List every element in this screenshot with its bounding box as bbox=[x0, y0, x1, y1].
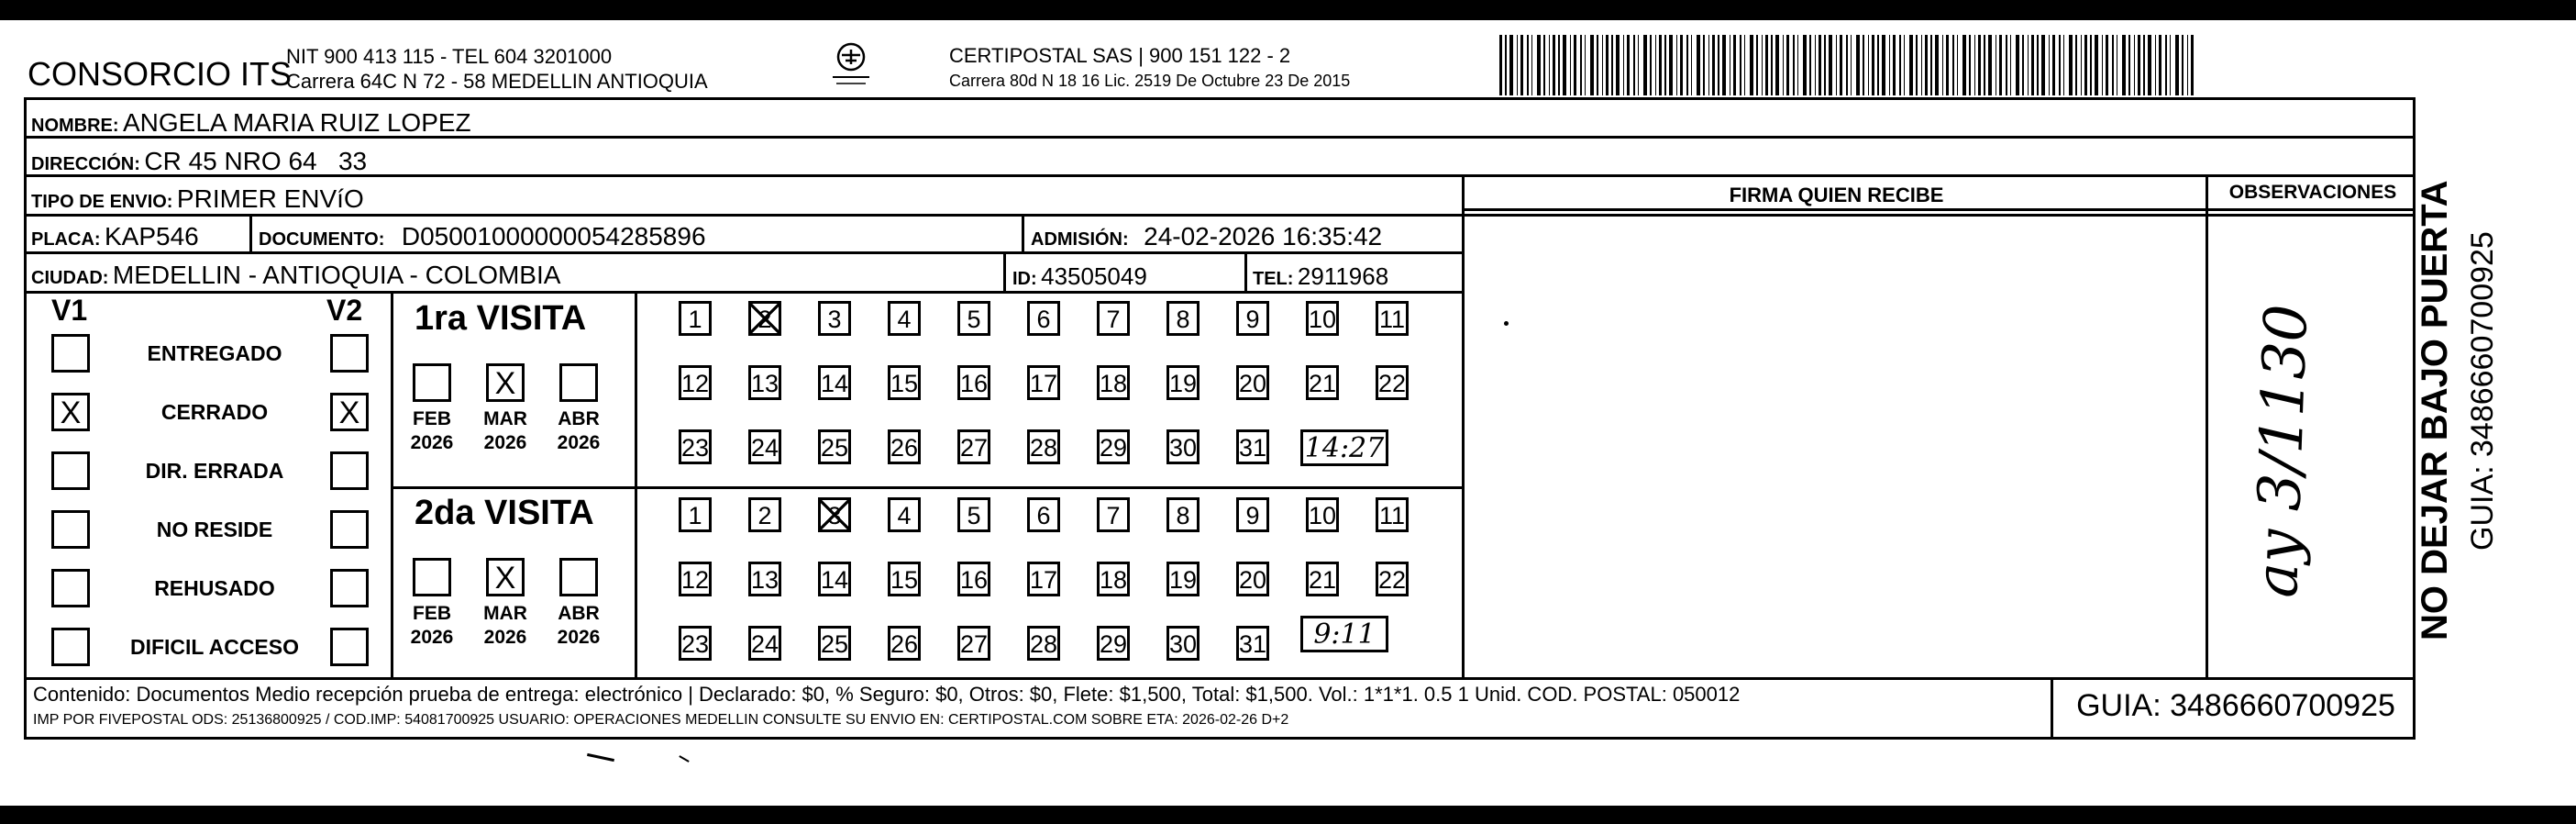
visit2-day-box[interactable]: 19 bbox=[1166, 562, 1200, 596]
visit1-day-box[interactable]: 10 bbox=[1306, 301, 1339, 336]
barcode-bar bbox=[1606, 35, 1609, 95]
barcode-bar bbox=[1969, 35, 1971, 95]
barcode-bar bbox=[2031, 35, 2034, 95]
barcode-bar bbox=[1984, 35, 1985, 95]
visit1-day-box[interactable]: 27 bbox=[957, 429, 990, 464]
status-label: CERRADO bbox=[160, 400, 269, 424]
company-name: CONSORCIO ITS bbox=[28, 55, 293, 93]
barcode-bar bbox=[1978, 35, 1981, 95]
visit1-day-box[interactable]: 8 bbox=[1166, 301, 1200, 336]
visit2-day-box[interactable]: 25 bbox=[818, 626, 851, 661]
company-nit: NIT 900 413 115 - TEL 604 3201000 bbox=[286, 45, 613, 68]
barcode-bar bbox=[1921, 35, 1922, 95]
tipo-envio-value: PRIMER ENVíO bbox=[176, 184, 364, 213]
month-year: 2026 bbox=[483, 627, 527, 648]
barcode-bar bbox=[2191, 35, 2194, 95]
visit2-day-box[interactable]: 18 bbox=[1097, 562, 1130, 596]
barcode-bar bbox=[1580, 35, 1582, 95]
documento-label: DOCUMENTO: bbox=[259, 229, 385, 250]
top-border-bar bbox=[0, 0, 2576, 20]
barcode-bar bbox=[1756, 35, 1758, 95]
visit1-month-checkbox[interactable]: X bbox=[486, 363, 525, 402]
courier-address: Carrera 80d N 18 16 Lic. 2519 De Octubre 23 De 2015 bbox=[949, 72, 1351, 90]
barcode-bar bbox=[1793, 35, 1795, 95]
barcode-bar bbox=[1942, 35, 1943, 95]
visit2-day-box[interactable]: 1 bbox=[679, 497, 712, 532]
barcode-bar bbox=[2069, 35, 2073, 95]
firma-header: FIRMA QUIEN RECIBE bbox=[1729, 184, 1944, 206]
month-year: 2026 bbox=[410, 627, 454, 648]
visit2-day-box[interactable]: 2 bbox=[748, 497, 781, 532]
visit1-day-box[interactable]: 3 bbox=[818, 301, 851, 336]
certipostal-logo bbox=[814, 40, 888, 95]
barcode-bar bbox=[1517, 35, 1518, 95]
barcode-bar bbox=[1638, 35, 1639, 95]
barcode-bar bbox=[1740, 35, 1741, 95]
barcode-bar bbox=[1916, 35, 1918, 95]
visit1-day-box[interactable]: 20 bbox=[1236, 365, 1269, 400]
barcode-bar bbox=[2063, 35, 2064, 95]
barcode-bar bbox=[2175, 35, 2179, 95]
visit1-day-box[interactable]: 29 bbox=[1097, 429, 1130, 464]
barcode-bar bbox=[2170, 35, 2171, 95]
status-v2-checkbox[interactable] bbox=[330, 451, 369, 490]
status-v1-checkbox[interactable] bbox=[51, 451, 90, 490]
visit2-month-label bbox=[473, 602, 537, 650]
visit1-day-box[interactable]: 16 bbox=[957, 365, 990, 400]
barcode-bar bbox=[2075, 35, 2077, 95]
barcode-bar bbox=[1952, 35, 1954, 95]
visit2-day-box[interactable]: 7 bbox=[1097, 497, 1130, 532]
barcode-bar bbox=[1520, 35, 1523, 95]
barcode-bar bbox=[1829, 35, 1832, 95]
admision-label: ADMISIÓN: bbox=[1031, 229, 1129, 250]
visit2-day-box[interactable]: 10 bbox=[1306, 497, 1339, 532]
barcode-bar bbox=[1643, 35, 1647, 95]
barcode-bar bbox=[2095, 35, 2098, 95]
barcode-bar bbox=[1655, 35, 1656, 95]
barcode-bar bbox=[1623, 35, 1624, 95]
visit2-month-label bbox=[547, 602, 611, 650]
barcode-bar bbox=[1882, 35, 1885, 95]
barcode-bar bbox=[1771, 35, 1773, 95]
status-v1-checkbox[interactable] bbox=[51, 628, 90, 666]
admision-value: 24-02-2026 16:35:42 bbox=[1144, 222, 1383, 251]
placa-value: KAP546 bbox=[105, 222, 199, 251]
barcode-bar bbox=[1611, 35, 1613, 95]
visit2-day-box[interactable]: 22 bbox=[1376, 562, 1409, 596]
barcode-bar bbox=[1863, 35, 1864, 95]
visit1-month-label bbox=[547, 407, 611, 455]
visit1-day-box[interactable]: 5 bbox=[957, 301, 990, 336]
barcode-bar bbox=[1708, 35, 1709, 95]
barcode-bar bbox=[1836, 35, 1837, 95]
visit1-day-box[interactable]: 17 bbox=[1027, 365, 1060, 400]
barcode-bar bbox=[1762, 35, 1763, 95]
barcode-bar bbox=[1819, 35, 1821, 95]
barcode-bar bbox=[1962, 35, 1966, 95]
company-contact bbox=[286, 44, 708, 94]
visit1-month-label bbox=[473, 407, 537, 455]
barcode-bar bbox=[1697, 35, 1700, 95]
barcode-bar bbox=[2016, 35, 2019, 95]
barcode-bar bbox=[1549, 35, 1550, 95]
guia-box: GUIA: 3486660700925 bbox=[2076, 688, 2395, 723]
barcode-bar bbox=[2041, 35, 2045, 95]
visit2-day-box[interactable]: 4 bbox=[888, 497, 921, 532]
barcode-bar bbox=[1676, 35, 1677, 95]
barcode-bar bbox=[1669, 35, 1673, 95]
barcode-bar bbox=[2165, 35, 2167, 95]
visit1-day-box[interactable]: 15 bbox=[888, 365, 921, 400]
barcode-bar bbox=[1783, 35, 1784, 95]
barcode-bar bbox=[2059, 35, 2061, 95]
visit2-month-checkbox[interactable]: X bbox=[486, 558, 525, 596]
visit1-day-box[interactable]: 19 bbox=[1166, 365, 1200, 400]
barcode-bar bbox=[2155, 35, 2156, 95]
barcode-bar bbox=[2128, 35, 2130, 95]
status-v2-checkbox[interactable] bbox=[330, 628, 369, 666]
barcode-bar bbox=[2037, 35, 2039, 95]
visit2-day-box[interactable]: 15 bbox=[888, 562, 921, 596]
visit1-day-box[interactable]: 25 bbox=[818, 429, 851, 464]
visit1-day-box[interactable]: 4 bbox=[888, 301, 921, 336]
barcode-bar bbox=[1616, 35, 1620, 95]
documento-field bbox=[259, 222, 706, 251]
visit2-day-box[interactable]: 3 bbox=[818, 497, 851, 532]
id-label: ID: bbox=[1012, 269, 1037, 289]
barcode-bar bbox=[1597, 35, 1598, 95]
visit2-day-box[interactable]: 24 bbox=[748, 626, 781, 661]
visit2-day-box[interactable]: 26 bbox=[888, 626, 921, 661]
stray-mark bbox=[587, 753, 614, 762]
status-label: DIFICIL ACCESO bbox=[129, 635, 299, 659]
ciudad-label: CIUDAD: bbox=[31, 268, 109, 288]
barcode-bar bbox=[1574, 35, 1576, 95]
barcode-bar bbox=[2022, 35, 2024, 95]
barcode-bar bbox=[1840, 35, 1842, 95]
barcode-bar bbox=[1509, 35, 1513, 95]
barcode-bar bbox=[2102, 35, 2103, 95]
visit1-day-box[interactable]: 7 bbox=[1097, 301, 1130, 336]
barcode-bar bbox=[2006, 35, 2007, 95]
barcode-bar bbox=[1851, 35, 1852, 95]
status-v1-checkbox[interactable]: X bbox=[51, 393, 90, 431]
month-year: 2026 bbox=[483, 432, 527, 453]
visit1-day-box[interactable]: 11 bbox=[1376, 301, 1409, 336]
visit1-day-box[interactable]: 12 bbox=[679, 365, 712, 400]
barcode-bar bbox=[1691, 35, 1692, 95]
barcode-bar bbox=[1797, 35, 1798, 95]
signature-dot bbox=[1504, 321, 1509, 326]
barcode-bar bbox=[1499, 35, 1502, 95]
barcode-bar bbox=[1872, 35, 1874, 95]
month-name: MAR bbox=[483, 603, 527, 624]
barcode-bar bbox=[1803, 35, 1807, 95]
barcode-bar bbox=[1664, 35, 1666, 95]
barcode-bar bbox=[1718, 35, 1719, 95]
company-address: Carrera 64C N 72 - 58 MEDELLIN ANTIOQUIA bbox=[286, 70, 708, 93]
side-guia: GUIA: 3486660700925 bbox=[2465, 231, 2500, 551]
month-year: 2026 bbox=[557, 627, 601, 648]
barcode-bar bbox=[2148, 35, 2151, 95]
barcode-bar bbox=[1988, 35, 1992, 95]
direccion-label: DIRECCIÓN: bbox=[31, 154, 140, 174]
visit1-day-box[interactable]: 18 bbox=[1097, 365, 1130, 400]
placa-label: PLACA: bbox=[31, 229, 101, 250]
barcode-bar bbox=[1957, 35, 1958, 95]
visit2-month-checkbox[interactable] bbox=[413, 558, 451, 596]
barcode-bar bbox=[1563, 35, 1566, 95]
visit2-day-box[interactable]: 17 bbox=[1027, 562, 1060, 596]
barcode-bar bbox=[1925, 35, 1928, 95]
tipo-envio-row bbox=[31, 184, 364, 214]
bottom-border-bar bbox=[0, 806, 2576, 824]
visit2-day-box[interactable]: 23 bbox=[679, 626, 712, 661]
barcode-bar bbox=[1537, 35, 1541, 95]
visit1-day-box[interactable]: 22 bbox=[1376, 365, 1409, 400]
barcode-bar bbox=[2052, 35, 2055, 95]
barcode-bar bbox=[1930, 35, 1932, 95]
tracking-barcode bbox=[1499, 35, 2196, 95]
v2-label: V2 bbox=[326, 294, 363, 327]
visit1-day-box[interactable]: 23 bbox=[679, 429, 712, 464]
barcode-bar bbox=[1893, 35, 1896, 95]
visit1-time-box: 14:27 bbox=[1300, 429, 1388, 466]
visit2-day-box[interactable]: 31 bbox=[1236, 626, 1269, 661]
status-label: DIR. ERRADA bbox=[145, 459, 284, 483]
admision-field bbox=[1031, 222, 1382, 251]
status-v2-checkbox[interactable] bbox=[330, 510, 369, 549]
barcode-bar bbox=[2143, 35, 2145, 95]
barcode-bar bbox=[1585, 35, 1586, 95]
visit2-time-box: 9:11 bbox=[1300, 616, 1388, 652]
month-name: ABR bbox=[558, 603, 600, 624]
visit2-title: 2da VISITA bbox=[415, 494, 594, 532]
status-v1-checkbox[interactable] bbox=[51, 569, 90, 607]
ciudad-field bbox=[31, 261, 560, 290]
nombre-row bbox=[31, 108, 471, 138]
barcode-bar bbox=[1786, 35, 1789, 95]
barcode-bar bbox=[2122, 35, 2126, 95]
side-notice: NO DEJAR BAJO PUERTA bbox=[2415, 180, 2455, 640]
barcode-bar bbox=[1602, 35, 1603, 95]
observaciones-header: OBSERVACIONES bbox=[2228, 182, 2397, 203]
stray-mark bbox=[679, 755, 689, 763]
barcode-bar bbox=[1505, 35, 1507, 95]
visit1-day-box[interactable]: 6 bbox=[1027, 301, 1060, 336]
barcode-bar bbox=[2182, 35, 2184, 95]
footer-print-line: IMP POR FIVEPOSTAL ODS: 25136800925 / COD.IMP: 54081700925 USUARIO: OPERACIONES MEDELLIN CONSULTE SU ENVIO EN: CERTIPOSTAL.COM SOBRE ETA: 2026-02-26 D+2 bbox=[33, 712, 1289, 728]
id-value: 43505049 bbox=[1041, 262, 1147, 290]
visit2-day-box[interactable]: 12 bbox=[679, 562, 712, 596]
nombre-value: ANGELA MARIA RUIZ LOPEZ bbox=[123, 108, 471, 137]
barcode-bar bbox=[1680, 35, 1683, 95]
visit1-month-label bbox=[400, 407, 464, 455]
visit2-day-box[interactable]: 21 bbox=[1306, 562, 1339, 596]
direccion-row bbox=[31, 147, 367, 176]
tel-field bbox=[1253, 262, 1388, 291]
tel-label: TEL: bbox=[1253, 269, 1294, 289]
status-v1-checkbox[interactable] bbox=[51, 334, 90, 373]
month-name: FEB bbox=[413, 408, 451, 429]
barcode-bar bbox=[1935, 35, 1939, 95]
barcode-bar bbox=[2049, 35, 2050, 95]
month-name: ABR bbox=[558, 408, 600, 429]
visit1-day-box[interactable]: 24 bbox=[748, 429, 781, 464]
barcode-bar bbox=[1712, 35, 1715, 95]
barcode-bar bbox=[1686, 35, 1688, 95]
status-label: ENTREGADO bbox=[147, 341, 282, 365]
documento-value: D05001000000054285896 bbox=[401, 222, 706, 251]
barcode-bar bbox=[2081, 35, 2082, 95]
visit1-day-box[interactable]: 21 bbox=[1306, 365, 1339, 400]
id-field bbox=[1012, 262, 1147, 291]
barcode-bar bbox=[1877, 35, 1879, 95]
barcode-bar bbox=[2106, 35, 2108, 95]
status-v2-checkbox[interactable] bbox=[330, 334, 369, 373]
visit1-title: 1ra VISITA bbox=[415, 299, 587, 338]
month-year: 2026 bbox=[557, 432, 601, 453]
barcode-bar bbox=[1904, 35, 1905, 95]
barcode-bar bbox=[1659, 35, 1662, 95]
visit2-day-box[interactable]: 8 bbox=[1166, 497, 1200, 532]
barcode-bar bbox=[2159, 35, 2161, 95]
month-year: 2026 bbox=[410, 432, 454, 453]
status-v2-checkbox[interactable]: X bbox=[330, 393, 369, 431]
visit1-day-box[interactable]: 9 bbox=[1236, 301, 1269, 336]
visit1-day-box[interactable]: 31 bbox=[1236, 429, 1269, 464]
v1-label: V1 bbox=[51, 294, 88, 327]
visit2-day-box[interactable]: 16 bbox=[957, 562, 990, 596]
visit1-day-box[interactable]: 1 bbox=[679, 301, 712, 336]
visit2-day-box[interactable]: 29 bbox=[1097, 626, 1130, 661]
barcode-bar bbox=[2010, 35, 2011, 95]
barcode-bar bbox=[1590, 35, 1594, 95]
status-label: REHUSADO bbox=[154, 576, 275, 600]
barcode-bar bbox=[2134, 35, 2135, 95]
visit2-day-box[interactable]: 9 bbox=[1236, 497, 1269, 532]
visit2-day-box[interactable]: 6 bbox=[1027, 497, 1060, 532]
barcode-bar bbox=[1946, 35, 1949, 95]
tipo-envio-label: TIPO DE ENVIO: bbox=[31, 192, 173, 212]
barcode-bar bbox=[1527, 35, 1529, 95]
barcode-bar bbox=[1744, 35, 1745, 95]
barcode-bar bbox=[1974, 35, 1975, 95]
barcode-bar bbox=[1633, 35, 1635, 95]
barcode-bar bbox=[1824, 35, 1826, 95]
barcode-bar bbox=[1558, 35, 1560, 95]
status-v1-checkbox[interactable] bbox=[51, 510, 90, 549]
month-name: MAR bbox=[483, 408, 527, 429]
barcode-bar bbox=[1750, 35, 1753, 95]
barcode-bar bbox=[1627, 35, 1630, 95]
barcode-bar bbox=[1889, 35, 1890, 95]
visit1-day-box[interactable]: 26 bbox=[888, 429, 921, 464]
month-name: FEB bbox=[413, 603, 451, 624]
barcode-bar bbox=[1765, 35, 1768, 95]
visit2-day-box[interactable]: 11 bbox=[1376, 497, 1409, 532]
visit2-day-box[interactable]: 27 bbox=[957, 626, 990, 661]
visit2-day-box[interactable]: 28 bbox=[1027, 626, 1060, 661]
barcode-bar bbox=[1531, 35, 1532, 95]
visit1-month-checkbox[interactable] bbox=[413, 363, 451, 402]
barcode-bar bbox=[2090, 35, 2092, 95]
visit1-day-box[interactable]: 14 bbox=[818, 365, 851, 400]
barcode-bar bbox=[1868, 35, 1869, 95]
ciudad-value: MEDELLIN - ANTIOQUIA - COLOMBIA bbox=[112, 261, 561, 289]
barcode-bar bbox=[1815, 35, 1816, 95]
visit1-day-box[interactable]: 13 bbox=[748, 365, 781, 400]
barcode-bar bbox=[1846, 35, 1848, 95]
visit1-day-box[interactable]: 30 bbox=[1166, 429, 1200, 464]
barcode-bar bbox=[1733, 35, 1736, 95]
observation-handwriting: ay 3/1130 bbox=[2243, 303, 2322, 599]
footer-content-line: Contenido: Documentos Medio recepción prueba de entrega: electrónico | Declarado: $0, % Seguro: $0, Otros: $0, Flete: $1,500, Total: $1,500. Vol.: 1*1*1. 0.5 1 Unid. COD. POSTAL: 050012 bbox=[33, 683, 1741, 706]
visit1-day-box[interactable]: 28 bbox=[1027, 429, 1060, 464]
courier-name: CERTIPOSTAL SAS | 900 151 122 - 2 bbox=[949, 44, 1291, 67]
visit2-day-box[interactable]: 30 bbox=[1166, 626, 1200, 661]
barcode-bar bbox=[1856, 35, 1860, 95]
status-v2-checkbox[interactable] bbox=[330, 569, 369, 607]
barcode-bar bbox=[1703, 35, 1705, 95]
barcode-bar bbox=[1543, 35, 1545, 95]
barcode-bar bbox=[2084, 35, 2087, 95]
barcode-bar bbox=[1999, 35, 2002, 95]
status-label: NO RESIDE bbox=[156, 518, 273, 541]
barcode-bar bbox=[2138, 35, 2140, 95]
barcode-bar bbox=[1722, 35, 1726, 95]
barcode-bar bbox=[1553, 35, 1555, 95]
visit2-month-checkbox[interactable] bbox=[559, 558, 598, 596]
tel-value: 2911968 bbox=[1297, 262, 1389, 290]
visit2-day-box[interactable]: 14 bbox=[818, 562, 851, 596]
direccion-value: CR 45 NRO 64 33 bbox=[144, 147, 368, 175]
visit2-day-box[interactable]: 20 bbox=[1236, 562, 1269, 596]
placa-field bbox=[31, 222, 199, 251]
barcode-bar bbox=[2112, 35, 2114, 95]
barcode-bar bbox=[1809, 35, 1811, 95]
barcode-bar bbox=[1570, 35, 1571, 95]
barcode-bar bbox=[1909, 35, 1913, 95]
visit1-day-box[interactable]: 2 bbox=[748, 301, 781, 336]
visit1-month-checkbox[interactable] bbox=[559, 363, 598, 402]
barcode-bar bbox=[2028, 35, 2029, 95]
nombre-label: NOMBRE: bbox=[31, 116, 119, 136]
visit2-month-label bbox=[400, 602, 464, 650]
barcode-bar bbox=[1650, 35, 1652, 95]
barcode-bar bbox=[2187, 35, 2188, 95]
visit2-day-box[interactable]: 5 bbox=[957, 497, 990, 532]
barcode-bar bbox=[1899, 35, 1901, 95]
barcode-bar bbox=[1775, 35, 1779, 95]
visit2-day-box[interactable]: 13 bbox=[748, 562, 781, 596]
